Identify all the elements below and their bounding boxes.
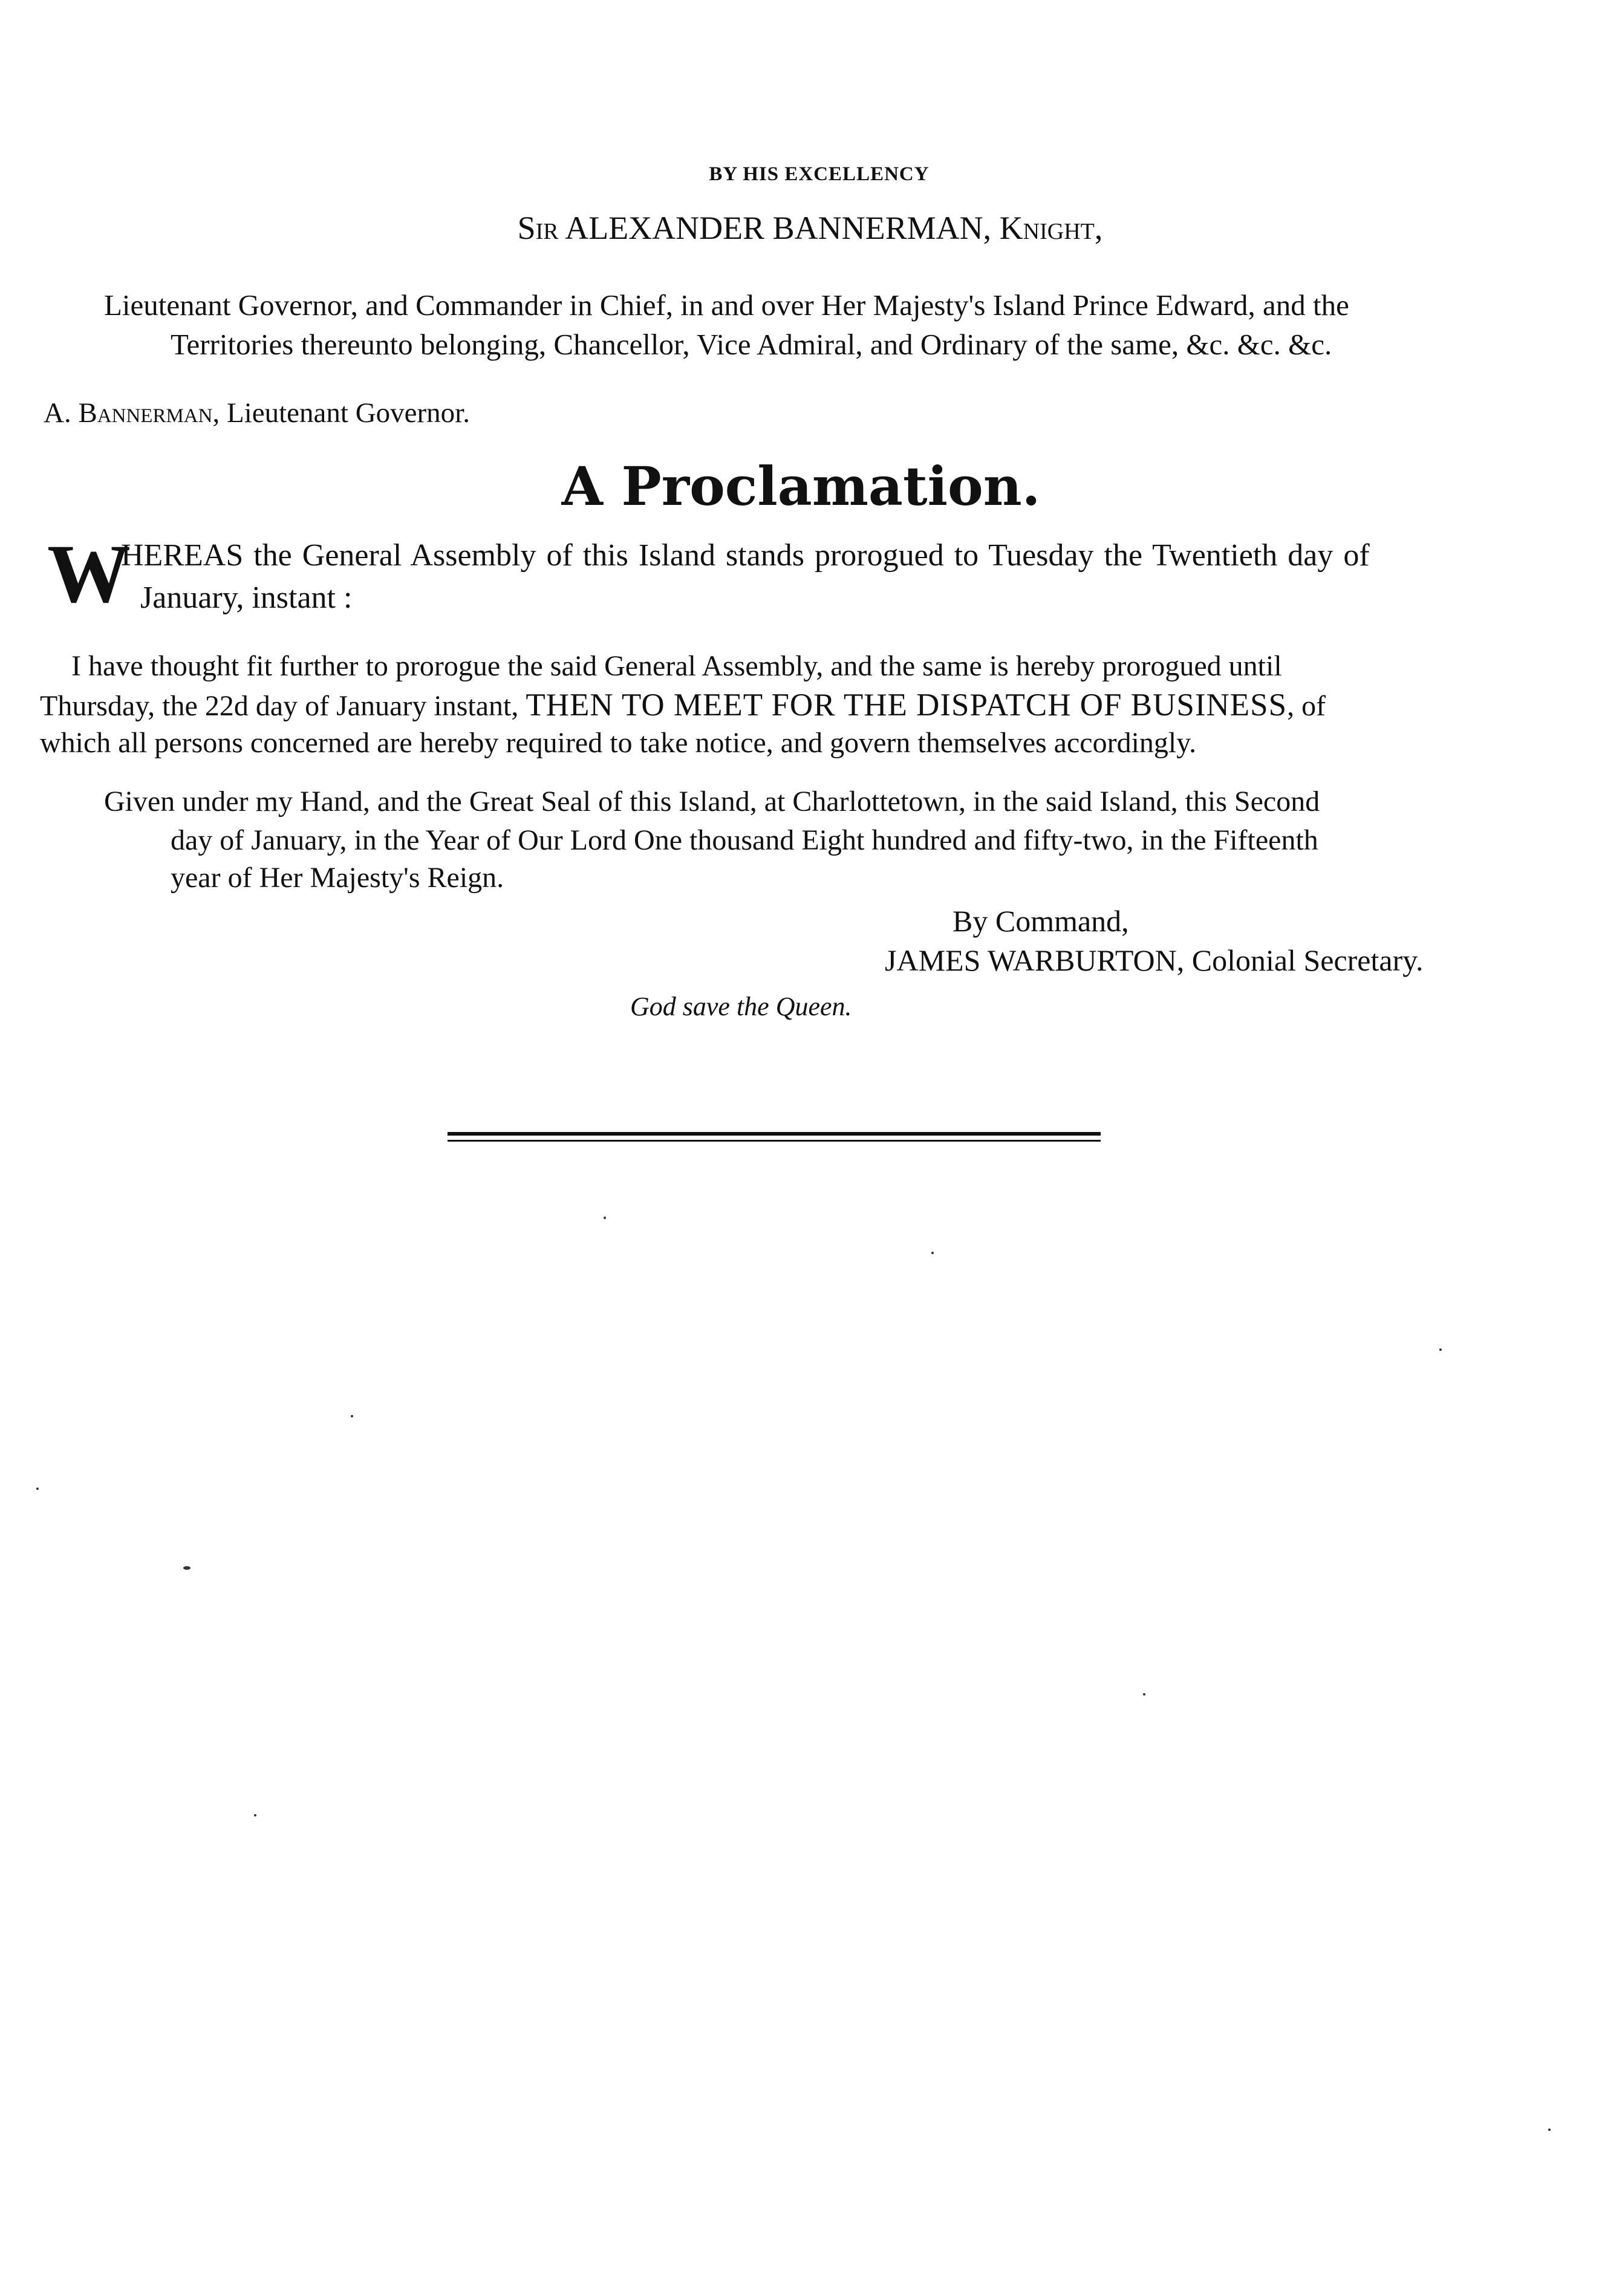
whereas-line-1: HEREAS the General Assembly of this Island stands prorogued to Tuesday the Twentieth day of [121, 538, 1370, 573]
signature-rest: , Lieutenant Governor. [212, 397, 470, 429]
governor-name-line [0, 212, 1602, 244]
given-line-3: year of Her Majesty's Reign. [171, 862, 504, 894]
titles-line-2: Territories thereunto belonging, Chancellor, Vice Admiral, and Ordinary of the same, &c. &c. &c. [171, 328, 1332, 361]
body-line-1: I have thought fit further to prorogue the said General Assembly, and the same is hereby prorogued until [71, 650, 1282, 682]
scan-speck [604, 1217, 606, 1219]
given-line-1: Given under my Hand, and the Great Seal of this Island, at Charlottetown, in the said Island, this Second [104, 785, 1320, 818]
body-line-2-end: , of [1287, 690, 1326, 722]
closing-line: God save the Queen. [630, 992, 852, 1021]
scan-speck [254, 1814, 256, 1816]
scan-speck [351, 1415, 353, 1417]
titles-line-1: Lieutenant Governor, and Commander in Chief, in and over Her Majesty's Island Prince Edward, and the [104, 288, 1349, 322]
scan-speck [183, 1566, 190, 1570]
governor-name: ALEXANDER BANNERMAN, [558, 210, 1000, 246]
drop-cap: W [47, 527, 131, 620]
secretary-name: JAMES WARBURTON [885, 943, 1177, 977]
whereas-line-2: January, instant : [140, 581, 353, 615]
scan-speck [1548, 2129, 1551, 2131]
governor-title-suffix: Knight, [999, 210, 1103, 246]
closing-rule-thin [448, 1140, 1101, 1142]
scan-speck [1439, 1348, 1442, 1351]
signature-initial: A. [44, 397, 79, 429]
scan-speck [1143, 1693, 1145, 1696]
body-line-2 [40, 689, 1326, 721]
by-command: By Command, [952, 904, 1129, 938]
signature-surname: Bannerman [78, 397, 213, 429]
secretary-signature [885, 945, 1424, 975]
governor-signature [44, 399, 470, 428]
body-line-2-start: Thursday, the 22d day of January instant, [40, 690, 526, 722]
dispatch-of-business: THEN TO MEET FOR THE DISPATCH OF BUSINESS [526, 688, 1288, 723]
given-line-2: day of January, in the Year of Our Lord One thousand Eight hundred and fifty-two, in the Fifteenth [171, 824, 1318, 856]
body-line-3: which all persons concerned are hereby required to take notice, and govern themselves accordingly. [40, 727, 1197, 759]
governor-title-prefix: Sir [517, 210, 559, 246]
scan-speck [931, 1252, 934, 1254]
preamble: BY HIS EXCELLENCY [709, 163, 930, 185]
scan-speck [36, 1488, 39, 1490]
secretary-title: , Colonial Secretary. [1176, 943, 1424, 977]
closing-rule-thick [448, 1132, 1101, 1136]
proclamation-heading: A Proclamation. [561, 455, 1041, 518]
